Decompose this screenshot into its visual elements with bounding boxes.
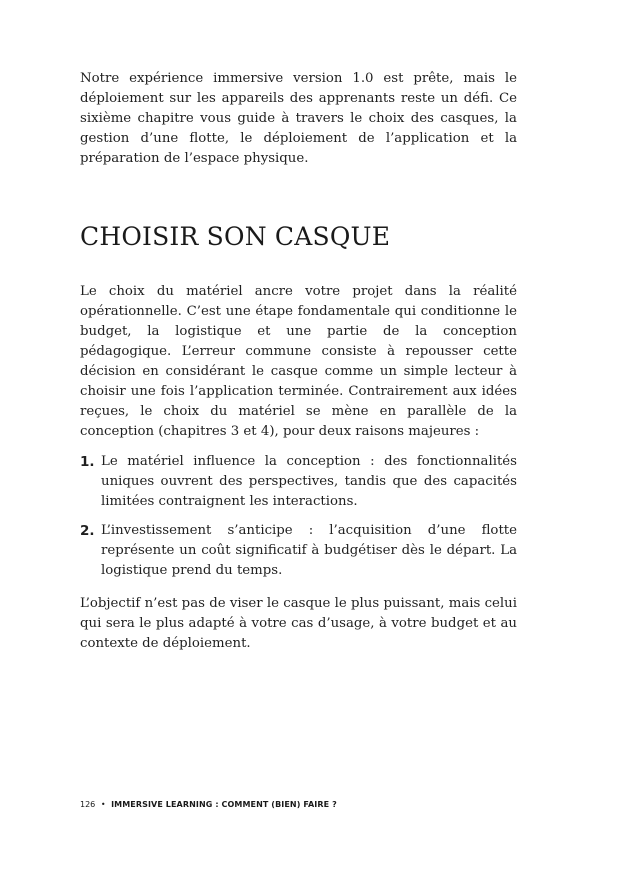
section-heading: CHOISIR SON CASQUE xyxy=(80,222,391,251)
section-body xyxy=(80,282,517,654)
list-number: 1. xyxy=(80,454,95,470)
conclusion-paragraph: L’objectif n’est pas de viser le casque le plus puissant, mais celui qui sera le plus adapté à votre cas d’usage, à votre budget et au contexte de déploiement. xyxy=(80,596,517,651)
list-item-text: L’investissement s’anticipe : l’acquisition d’une flotte représente un coût significatif à budgétiser dès le départ. La logistique prend du temps. xyxy=(101,523,517,578)
footer-separator: • xyxy=(100,800,106,809)
page-content xyxy=(80,69,517,654)
page-footer xyxy=(80,799,337,811)
list-item xyxy=(80,452,517,512)
page-number: 126 xyxy=(80,800,96,809)
section-paragraph: Le choix du matériel ancre votre projet dans la réalité opérationnelle. C’est une étape fondamentale qui conditionne le budget, la logistique et une partie de la conception pédagogique. L’erreur commune consiste à repousser cette décision en considérant le casque comme un simple lecteur à choisir une fois l’application terminée. Contrairement aux idées reçues, le choix du matériel se mène en parallèle de la conception (chapitres 3 et 4), pour deux raisons majeures : xyxy=(80,284,517,439)
list-number: 2. xyxy=(80,523,95,539)
list-item xyxy=(80,521,517,581)
running-title: IMMERSIVE LEARNING : COMMENT (BIEN) FAIRE ? xyxy=(111,800,337,809)
intro-paragraph: Notre expérience immersive version 1.0 est prête, mais le déploiement sur les appareils des apprenants reste un défi. Ce sixième chapitre vous guide à travers le choix des casques, la gestion d’une flotte, le déploiement de l’application et la préparation de l’espace physique. xyxy=(80,71,517,166)
list-item-text: Le matériel influence la conception : des fonctionnalités uniques ouvrent des perspectives, tandis que des capacités limitées contraignent les interactions. xyxy=(101,454,517,509)
reasons-list xyxy=(80,452,517,581)
